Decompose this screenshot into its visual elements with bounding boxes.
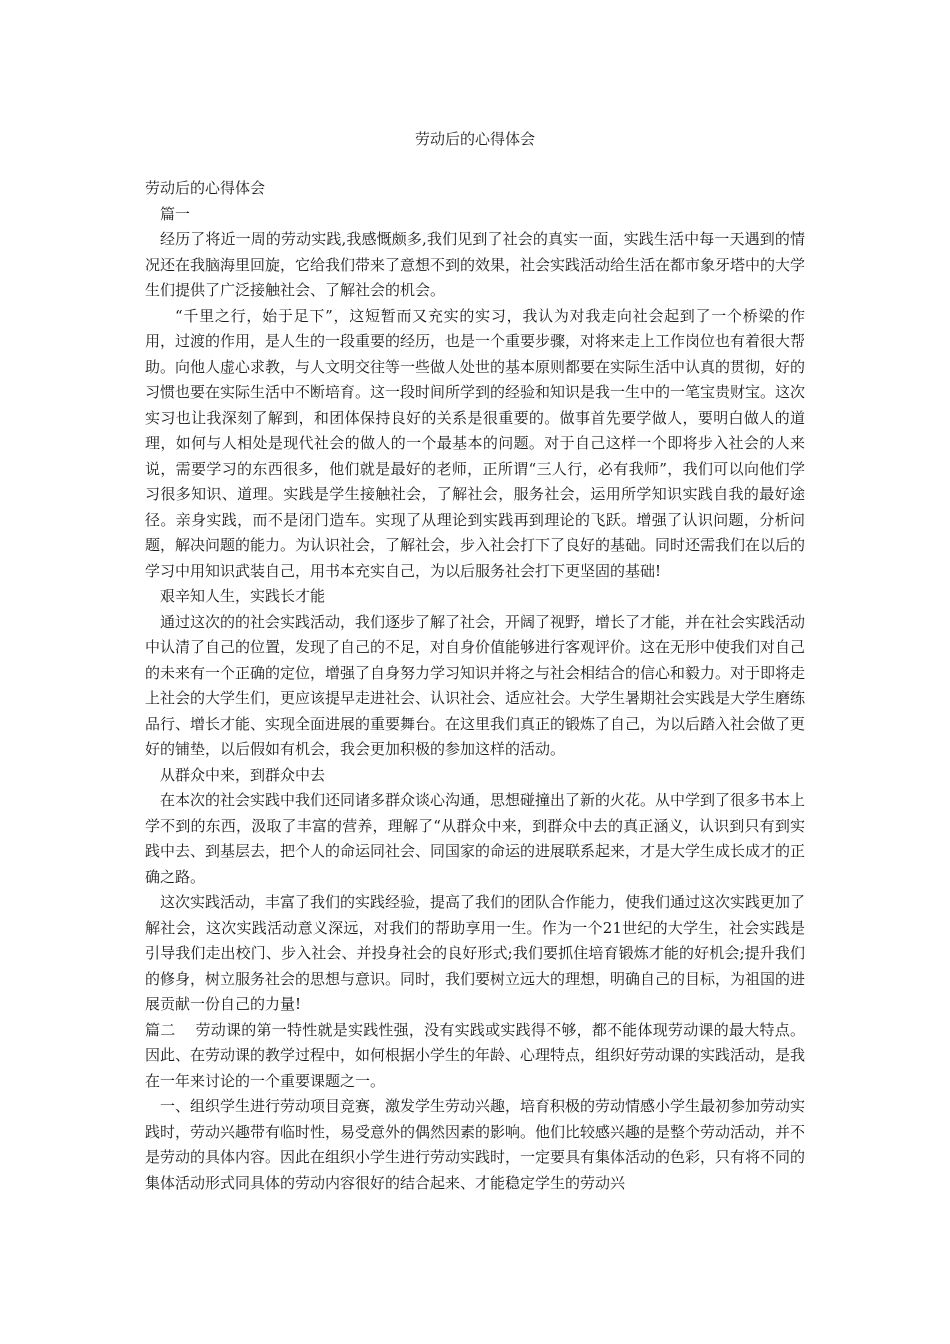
paragraph: 这次实践活动，丰富了我们的实践经验，提高了我们的团队合作能力，使我们通过这次实践更加了解社会，这次实践活动意义深远，对我们的帮助享用一生。作为一个21世纪的大学生，社会实践是引导我们走出校门、步入社会、并投身社会的良好形式;我们要抓住培育锻炼才能的好机会;提升我们的修身，树立服务社会的思想与意识。同时，我们要树立远大的理想，明确自己的目标，为祖国的进展贡献一份自己的力量!	[145, 893, 806, 1013]
part1-label: 篇一	[160, 204, 191, 223]
paragraph: 经历了将近一周的劳动实践,我感慨颇多,我们见到了社会的真实一面，实践生活中每一天遇到的情况还在我脑海里回旋，它给我们带来了意想不到的效果，社会实践活动给生活在都市象牙塔中的大学生们提供了广泛接触社会、了解社会的机会。	[145, 230, 806, 299]
subheading: 艰辛知人生，实践长才能	[160, 587, 326, 605]
paragraph: 一、组织学生进行劳动项目竞赛，激发学生劳动兴趣，培育积极的劳动情感小学生最初参加劳动实践时，劳动兴趣带有临时性，易受意外的偶然因素的影响。他们比较感兴趣的是整个劳动活动，并不是劳动的具体内容。因此在组织小学生进行劳动实践时，一定要具有集体活动的色彩，只有将不同的集体活动形式同具体的劳动内容很好的结合起来、才能稳定学生的劳动兴	[145, 1097, 806, 1192]
page-title: 劳动后的心得体会	[414, 130, 535, 148]
part2-label: 篇二	[145, 1020, 176, 1039]
document-body	[145, 176, 805, 1196]
part2-intro: 劳动课的第一特性就是实践性强，没有实践或实践得不够，都不能体现劳动课的最大特点。因此、在劳动课的教学过程中，如何根据小学生的年龄、心理特点，组织好劳动课的实践活动，是我在一年来讨论的一个重要课题之一。	[145, 1020, 806, 1090]
paragraph: 在本次的社会实践中我们还同诸多群众谈心沟通，思想碰撞出了新的火花。从中学到了很多书本上学不到的东西，汲取了丰富的营养，理解了“从群众中来，到群众中去的真正涵义，认识到只有到实践中去、到基层去，把个人的命运同社会、同国家的命运的进展联系起来，才是大学生成长成才的正确之路。	[145, 791, 806, 886]
subheading: 从群众中来，到群众中去	[160, 765, 326, 784]
paragraph: “千里之行，始于足下”，这短暂而又充实的实习，我认为对我走向社会起到了一个桥梁的作用，过渡的作用，是人生的一段重要的经历，也是一个重要步骤，对将来走上工作岗位也有着很大帮助。向他人虚心求教，与人文明交往等一些做人处世的基本原则都要在实际生活中认真的贯彻，好的习惯也要在实际生活中不断培育。这一段时间所学到的经验和知识是我一生中的一笔宝贵财宝。这次实习也让我深刻了解到，和团体保持良好的关系是很重要的。做事首先要学做人，要明白做人的道理，如何与人相处是现代社会的做人的一个最基本的问题。对于自己这样一个即将步入社会的人来说，需要学习的东西很多，他们就是最好的老师，正所谓“三人行，必有我师”，我们可以向他们学习很多知识、道理。实践是学生接触社会，了解社会，服务社会，运用所学知识实践自我的最好途径。亲身实践，而不是闭门造车。实现了从理论到实践再到理论的飞跃。增强了认识问题，分析问题，解决问题的能力。为认识社会，了解社会，步入社会打下了良好的基础。同时还需我们在以后的学习中用知识武装自己，用书本充实自己，为以后服务社会打下更坚固的基础!	[145, 306, 806, 580]
document-heading: 劳动后的心得体会	[145, 179, 266, 197]
paragraph	[145, 1018, 805, 1095]
paragraph: 通过这次的的社会实践活动，我们逐步了解了社会，开阔了视野，增长了才能，并在社会实践活动中认清了自己的位置，发现了自己的不足，对自身价值能够进行客观评价。这在无形中使我们对自己的未来有一个正确的定位，增强了自身努力学习知识并将之与社会相结合的信心和毅力。对于即将走上社会的大学生们，更应该提早走进社会、认识社会、适应社会。大学生暑期社会实践是大学生磨练品行、增长才能、实现全面进展的重要舞台。在这里我们真正的锻炼了自己，为以后踏入社会做了更好的铺垫，以后假如有机会，我会更加积极的参加这样的活动。	[145, 612, 806, 758]
